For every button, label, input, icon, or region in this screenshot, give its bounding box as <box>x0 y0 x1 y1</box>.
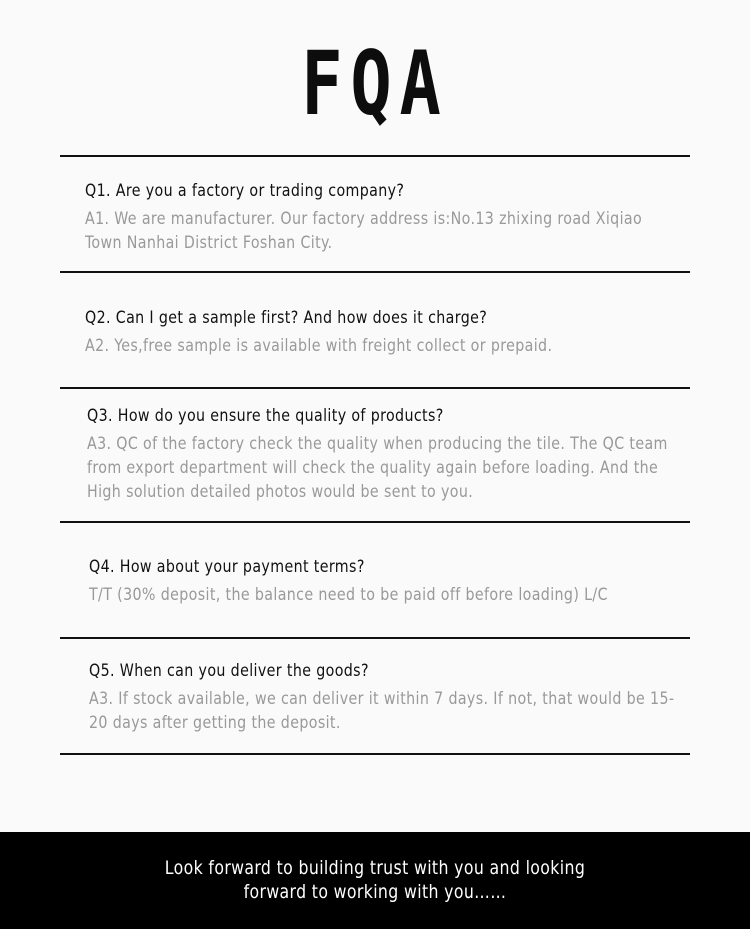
faq-item-4 <box>89 555 689 607</box>
faq-question: Q2. Can I get a sample first? And how does it charge? <box>85 308 488 328</box>
footer-message <box>0 856 750 904</box>
faq-question: Q1. Are you a factory or trading company? <box>85 181 405 201</box>
faq-answer: A3. QC of the factory check the quality when producing the tile. The QC team from export department will check the quality again before loading. And the High solution detailed photos would be sent to you. <box>87 434 668 502</box>
faq-answer: T/T (30% deposit, the balance need to be paid off before loading) L/C <box>89 585 608 605</box>
divider <box>60 637 690 639</box>
faq-answer: A1. We are manufacturer. Our factory address is:No.13 zhixing road Xiqiao Town Nanhai District Foshan City. <box>85 209 643 253</box>
footer-banner <box>0 832 750 929</box>
divider <box>60 387 690 389</box>
faq-item-1 <box>85 179 685 255</box>
footer-line-2: forward to working with you…… <box>243 881 507 903</box>
divider <box>60 753 690 755</box>
faq-answer: A3. If stock available, we can deliver it within 7 days. If not, that would be 15-20 days after getting the deposit. <box>89 689 675 733</box>
divider <box>60 155 690 157</box>
faq-item-2 <box>85 306 685 358</box>
footer-line-1: Look forward to building trust with you and looking <box>164 857 586 879</box>
faq-item-5 <box>89 659 689 735</box>
faq-question: Q5. When can you deliver the goods? <box>89 661 369 681</box>
divider <box>60 521 690 523</box>
faq-question: Q4. How about your payment terms? <box>89 557 365 577</box>
faq-item-3 <box>87 404 687 504</box>
faq-answer: A2. Yes,free sample is available with freight collect or prepaid. <box>85 336 553 356</box>
divider <box>60 271 690 273</box>
page-title: FQA <box>301 32 449 135</box>
faq-question: Q3. How do you ensure the quality of products? <box>87 406 444 426</box>
